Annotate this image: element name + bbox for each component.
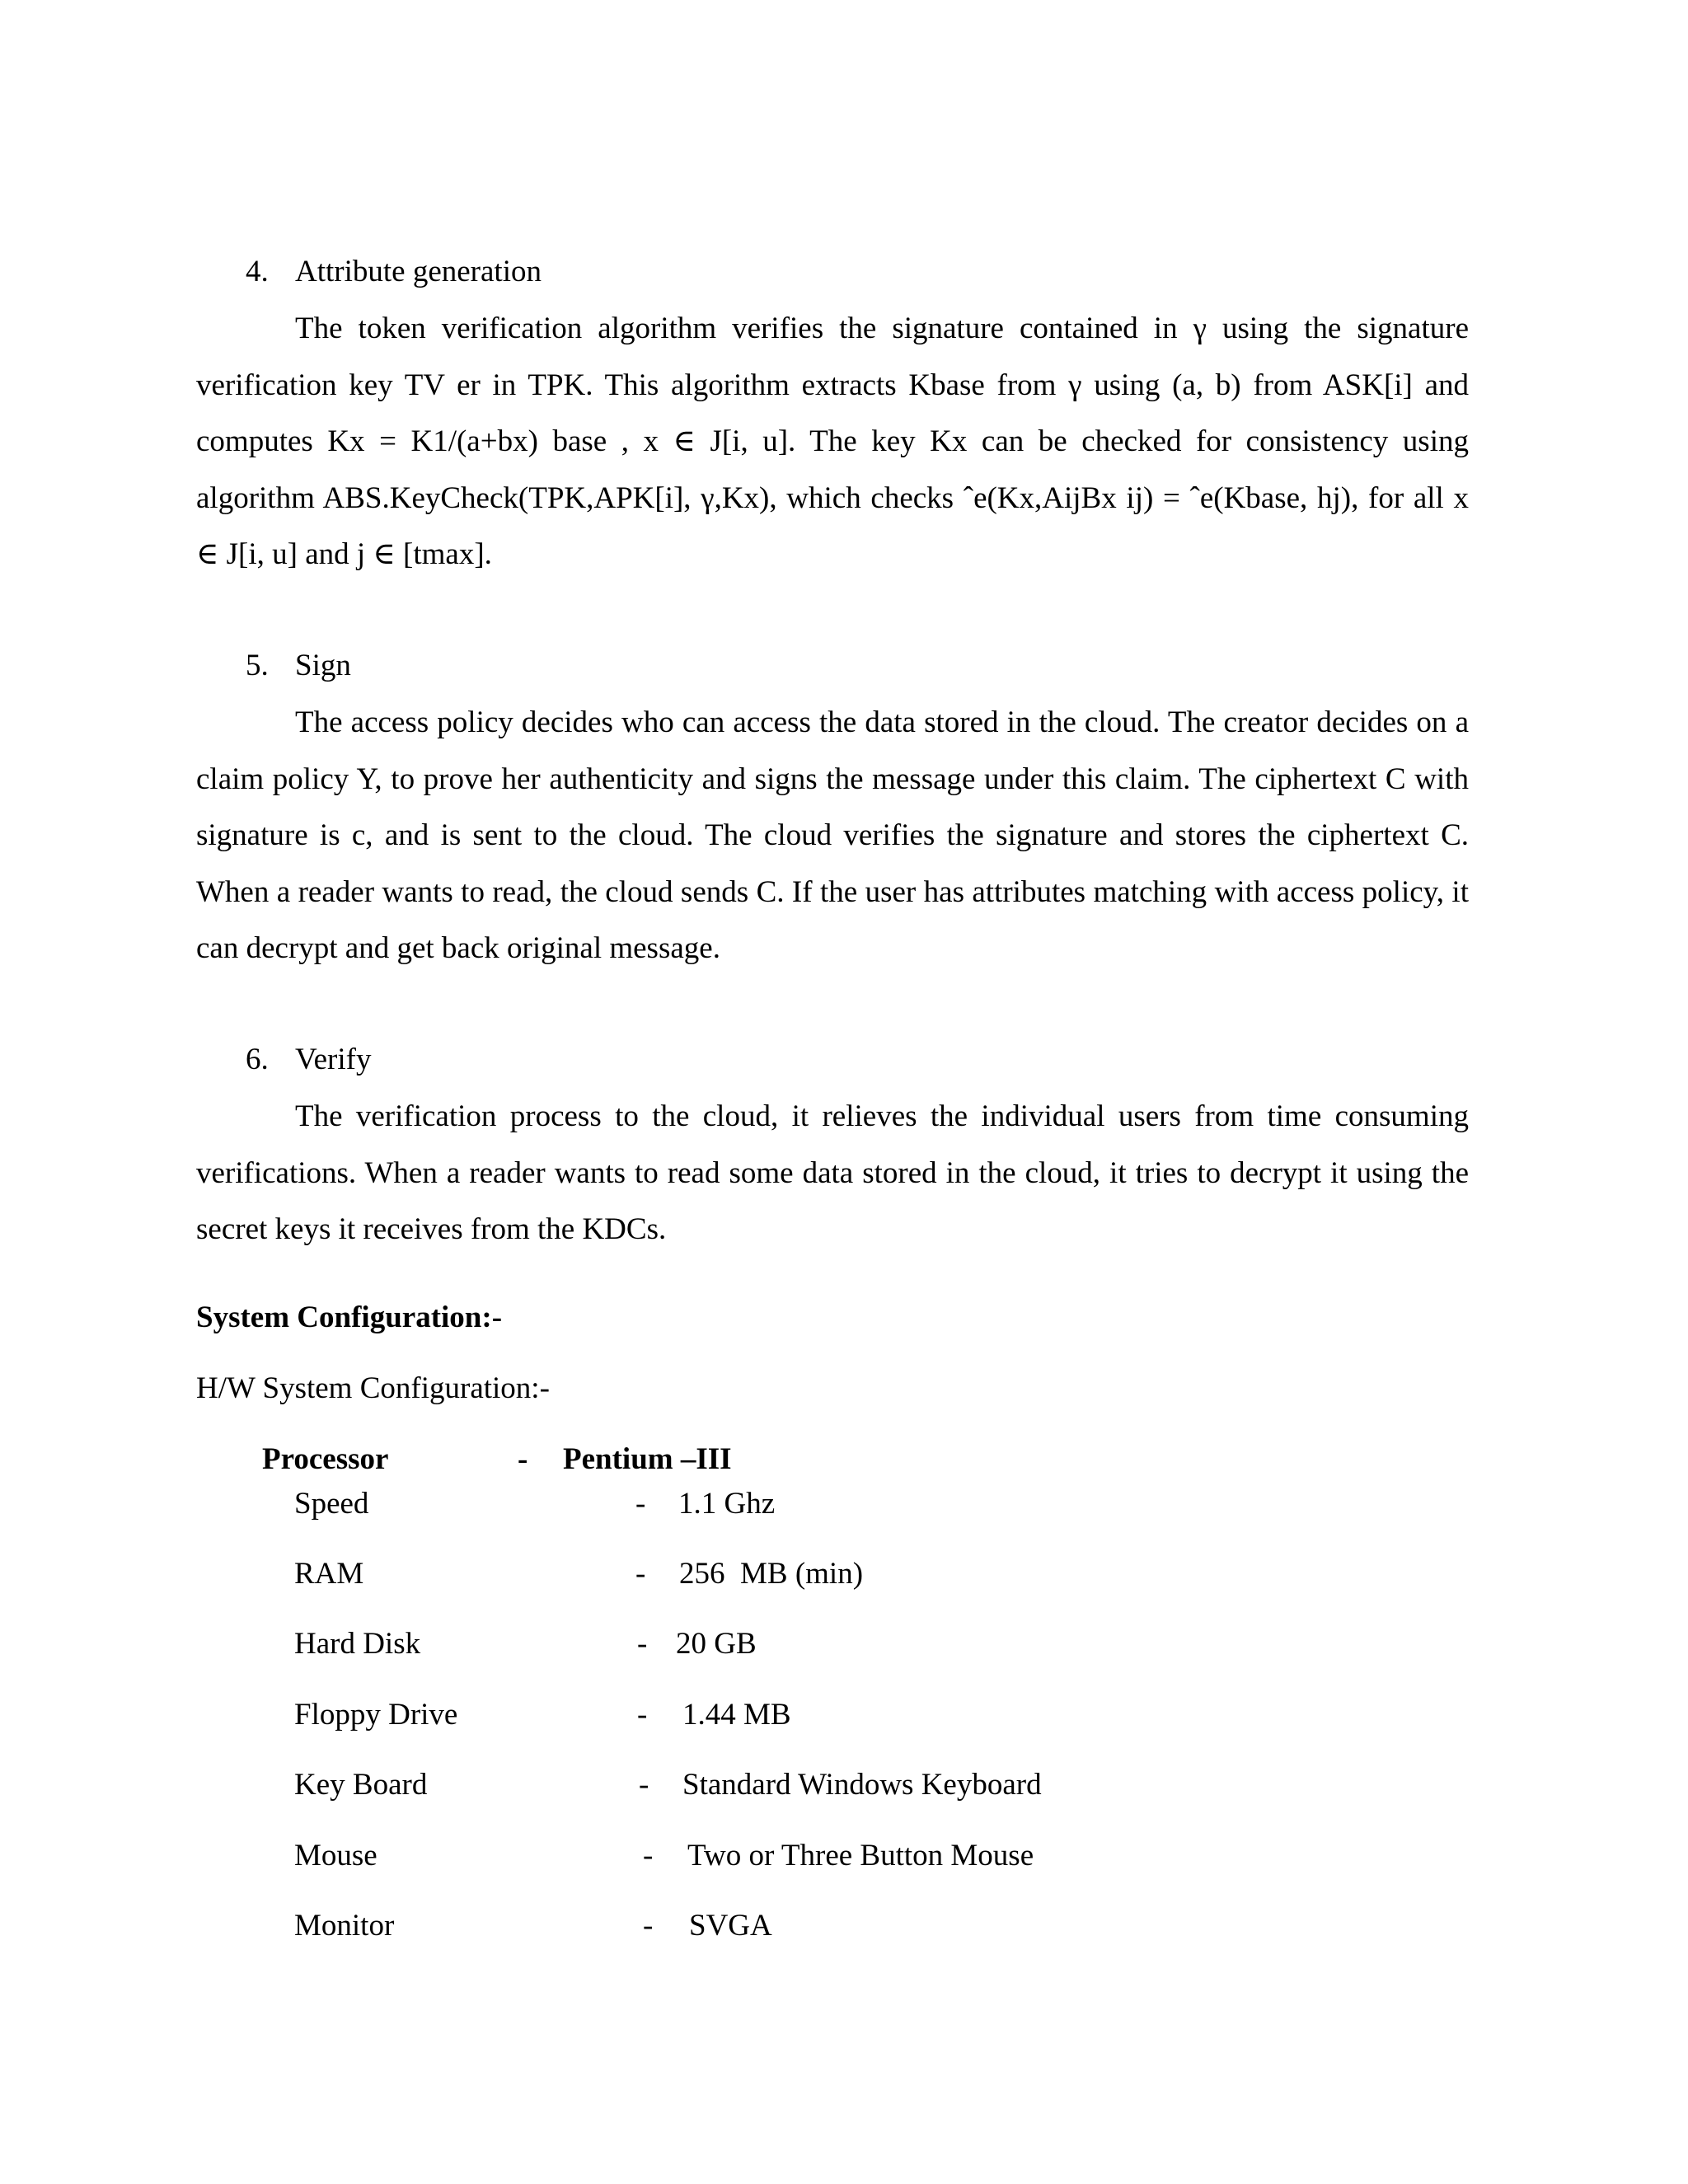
section-body-sign: The access policy decides who can access the data stored in the cloud. The creator decides on a claim policy Y, to prove her authenticity and signs the message under this claim. The ciphertext C with signature is c, and is sent to the cloud. The cloud verifies the signature and stores the ciphertext C. When a reader wants to read, the cloud sends C. If the user has attributes matching with access policy, it can decrypt and get back original message. [196,705,1469,965]
section-number: 5. [246,649,269,682]
section-title: Attribute generation [295,255,542,288]
spec-dash: - [643,1909,654,1943]
section-number: 4. [246,255,269,288]
spec-label-mouse: Mouse [294,1839,377,1872]
spec-label-key-board: Key Board [294,1768,428,1802]
spec-label-floppy-drive: Floppy Drive [294,1698,458,1732]
spec-value-mouse: Two or Three Button Mouse [687,1839,1034,1872]
spec-value-ram: 256 MB (min) [679,1557,864,1591]
spec-dash: - [635,1487,646,1521]
spec-label-processor: Processor [262,1442,389,1476]
section-body-attribute-generation: The token verification algorithm verifies the signature contained in γ using the signature verification key TV er in TPK. This algorithm extracts Kbase from γ using (a, b) from ASK[i] and computes Kx = K1/(a+bx) base , x ∈ J[i, u]. The key Kx can be checked for consistency using algorithm ABS.KeyCheck(TPK,APK[i], γ,Kx), which checks ˆe(Kx,AijBx ij) = ˆe(Kbase, hj), for all x ∈ J[i, u] and j ∈ [tmax]. [196,312,1469,571]
spec-dash: - [635,1557,646,1591]
spec-value-hard-disk: 20 GB [676,1627,757,1661]
spec-dash: - [639,1768,649,1802]
spec-value-key-board: Standard Windows Keyboard [682,1768,1042,1802]
spec-dash: - [643,1839,654,1872]
section-number: 6. [246,1043,269,1076]
spec-value-monitor: SVGA [689,1909,772,1943]
section-title: Sign [295,649,351,682]
spec-label-ram: RAM [294,1557,364,1591]
spec-label-hard-disk: Hard Disk [294,1627,421,1661]
spec-label-speed: Speed [294,1487,369,1521]
spec-value-processor: Pentium –III [563,1442,732,1476]
spec-label-monitor: Monitor [294,1909,395,1943]
spec-dash: - [518,1442,528,1476]
system-configuration-title: System Configuration:- [196,1301,503,1334]
spec-dash: - [637,1627,648,1661]
section-title: Verify [295,1043,372,1076]
spec-dash: - [637,1698,648,1732]
spec-value-speed: 1.1 Ghz [678,1487,776,1521]
spec-value-floppy-drive: 1.44 MB [682,1698,791,1732]
hw-configuration-title: H/W System Configuration:- [196,1371,550,1405]
section-body-verify: The verification process to the cloud, it relieves the individual users from time consuming verifications. When a reader wants to read some data stored in the cloud, it tries to decrypt it using the secret keys it receives from the KDCs. [196,1099,1469,1246]
